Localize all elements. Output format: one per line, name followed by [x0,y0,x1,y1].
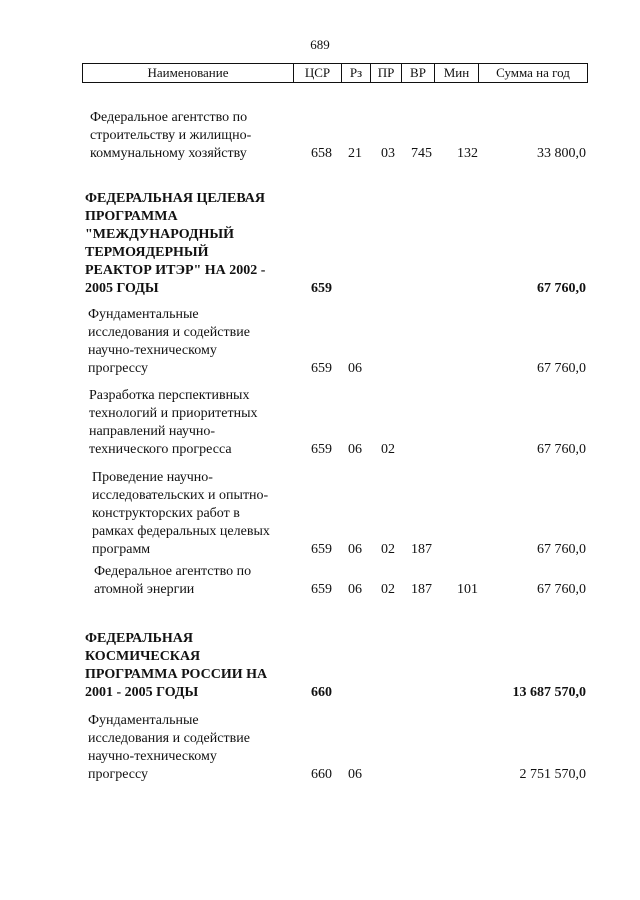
row-pr: 02 [381,582,395,597]
row-vr: 187 [411,582,432,597]
row-sum: 67 760,0 [537,542,586,557]
row-min: 132 [457,146,478,161]
row-rz: 21 [348,146,362,161]
section-title: ФЕДЕРАЛЬНАЯ КОСМИЧЕСКАЯ ПРОГРАММА РОССИИ НА 2001 - 2005 ГОДЫ [85,631,268,700]
row-csr: 660 [311,685,332,700]
row-csr: 658 [311,146,332,161]
table-row [0,109,640,163]
table-row [0,469,640,559]
section-title: ФЕДЕРАЛЬНАЯ ЦЕЛЕВАЯ ПРОГРАММА "МЕЖДУНАРОДНЫЙ ТЕРМОЯДЕРНЫЙ РЕАКТОР ИТЭР" НА 2002 - 2005 ГОДЫ [85,191,266,296]
row-csr: 660 [311,767,332,782]
row-name: Федеральное агентство по строительству и жилищно- коммунальному хозяйству [90,110,252,161]
row-csr: 659 [311,281,332,296]
row-vr: 187 [411,542,432,557]
header-rz: Рз [342,64,371,82]
row-sum: 67 760,0 [537,281,586,296]
row-sum: 67 760,0 [537,582,586,597]
table-row [0,306,640,378]
row-name: Разработка перспективных технологий и приоритетных направлений научно- технического прогресса [89,388,258,457]
row-sum: 67 760,0 [537,361,586,376]
row-csr: 659 [311,582,332,597]
header-min: Мин [435,64,479,82]
row-pr: 02 [381,442,395,457]
table-row [0,712,640,784]
row-pr: 03 [381,146,395,161]
row-name: Фундаментальные исследования и содействие научно-техническому прогрессу [88,713,250,782]
table-row [0,387,640,459]
row-csr: 659 [311,361,332,376]
header-sum: Сумма на год [496,65,570,80]
table-row [0,630,640,702]
row-rz: 06 [348,542,362,557]
row-name: Федеральное агентство по атомной энергии [94,564,252,597]
header-vr: ВР [402,64,435,82]
row-sum: 2 751 570,0 [519,767,586,782]
header-csr: ЦСР [294,64,342,82]
header-pr: ПР [371,64,402,82]
row-rz: 06 [348,442,362,457]
row-pr: 02 [381,542,395,557]
row-csr: 659 [311,442,332,457]
row-sum: 13 687 570,0 [512,685,586,700]
row-rz: 06 [348,361,362,376]
row-sum: 33 800,0 [537,146,586,161]
row-vr: 745 [411,146,432,161]
page-number: 689 [310,37,330,52]
row-rz: 06 [348,767,362,782]
table-row [0,190,640,298]
row-rz: 06 [348,582,362,597]
row-min: 101 [457,582,478,597]
header-name: Наименование [83,64,294,82]
table-header [82,63,588,83]
row-sum: 67 760,0 [537,442,586,457]
row-name: Проведение научно- исследовательских и опытно- конструкторских работ в рамках федеральных целевых программ [92,470,270,557]
table-row [0,563,640,599]
row-csr: 659 [311,542,332,557]
row-name: Фундаментальные исследования и содействие научно-техническому прогрессу [88,307,250,376]
